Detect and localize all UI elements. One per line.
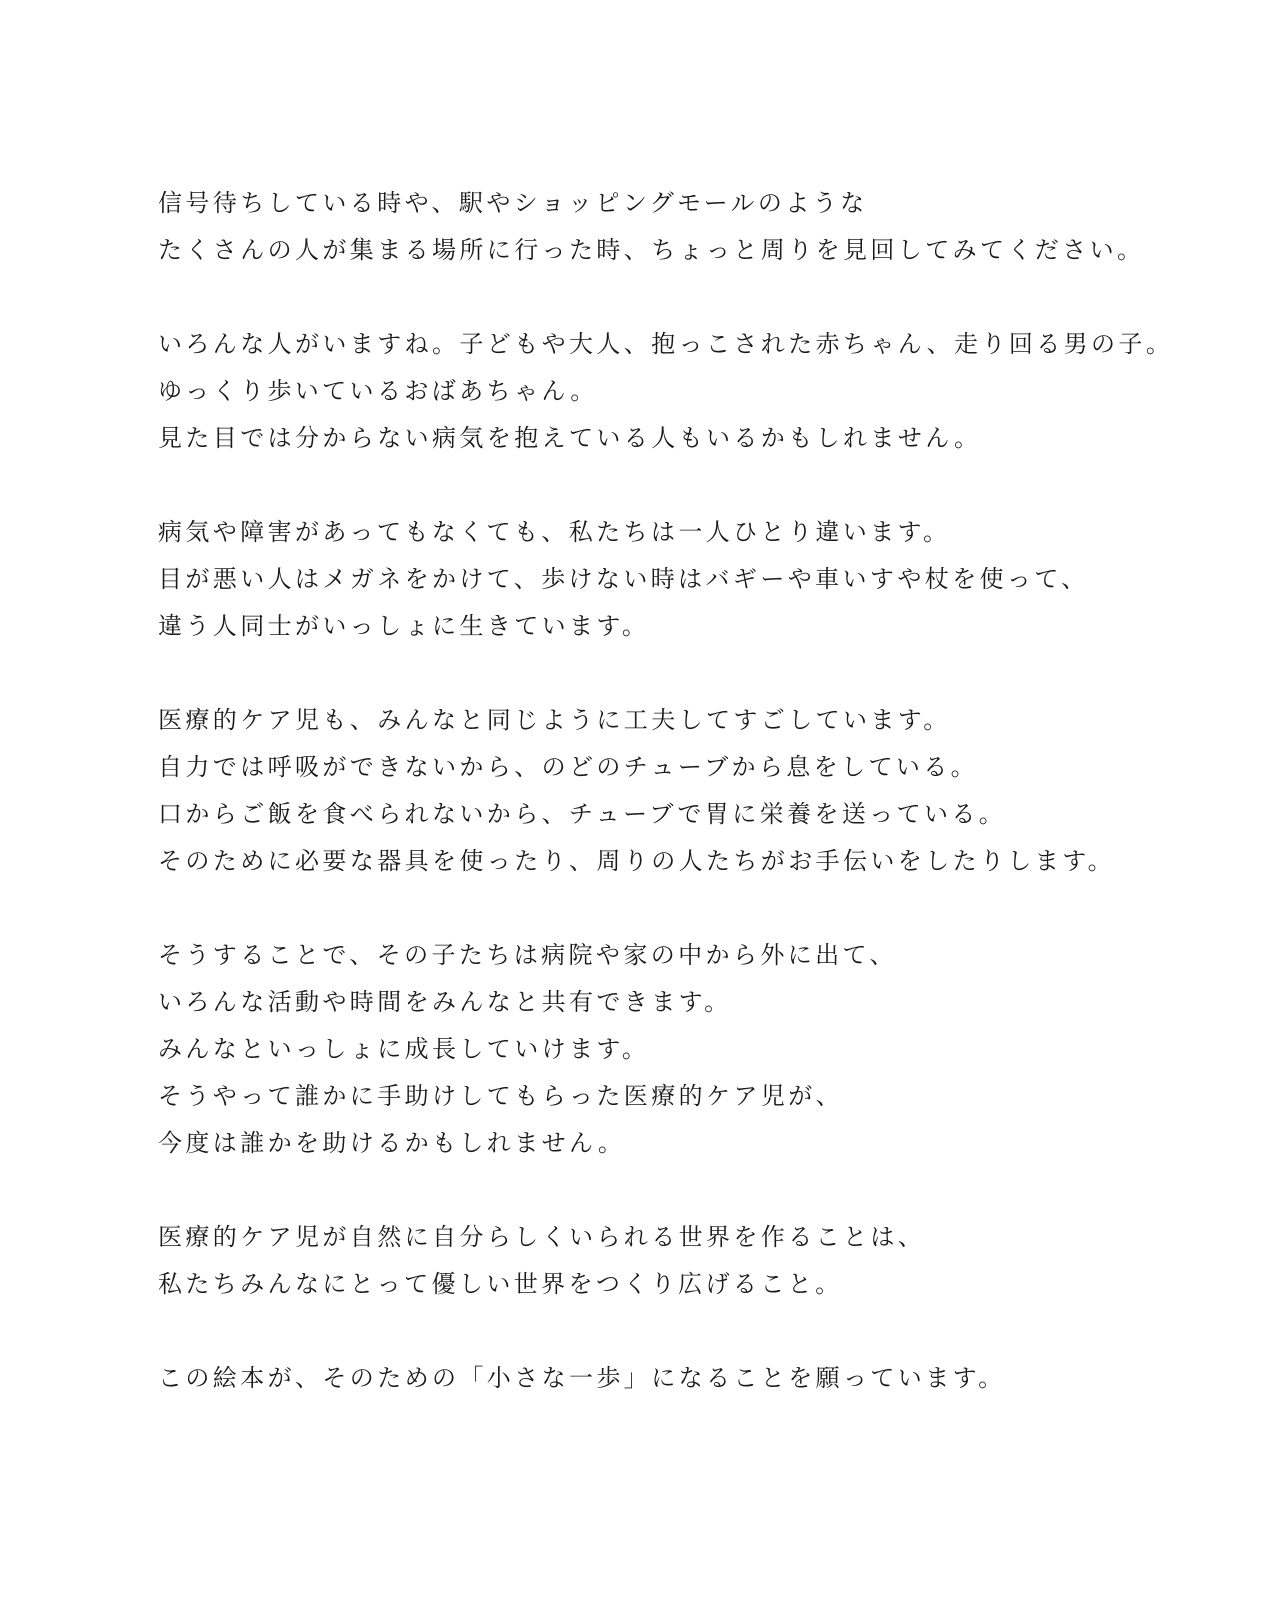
text-line: そうすることで、その子たちは病院や家の中から外に出て、 <box>158 941 897 969</box>
text-line: 私たちみんなにとって優しい世界をつくり広げること。 <box>158 1270 843 1298</box>
text-line: 口からご飯を食べられないから、チューブで胃に栄養を送っている。 <box>158 800 1007 828</box>
text-line: いろんな活動や時間をみんなと共有できます。 <box>158 988 732 1016</box>
text-line: 自力では呼吸ができないから、のどのチューブから息をしている。 <box>158 753 979 781</box>
paragraph-3 <box>158 509 1238 650</box>
text-line: この絵本が、そのための「小さな一歩」になることを願っています。 <box>158 1364 1006 1392</box>
paragraph-4 <box>158 697 1238 885</box>
text-line: 医療的ケア児が自然に自分らしくいられる世界を作ることは、 <box>158 1223 926 1251</box>
text-line: 今度は誰かを助けるかもしれません。 <box>158 1129 626 1157</box>
paragraph-1 <box>158 180 1238 274</box>
paragraph-2 <box>158 321 1238 462</box>
text-line: ゆっくり歩いているおばあちゃん。 <box>158 377 598 405</box>
text-line: みんなといっしょに成長していけます。 <box>158 1035 650 1063</box>
text-line: 目が悪い人はメガネをかけて、歩けない時はバギーや車いすや杖を使って、 <box>158 565 1089 593</box>
text-line: そのために必要な器具を使ったり、周りの人たちがお手伝いをしたりします。 <box>158 847 1116 875</box>
text-line: 見た目では分からない病気を抱えている人もいるかもしれません。 <box>158 424 982 452</box>
text-line: そうやって誰かに手助けしてもらった医療的ケア児が、 <box>158 1082 843 1110</box>
paragraph-7 <box>158 1355 1238 1402</box>
body-text <box>158 180 1238 1449</box>
text-line: 信号待ちしている時や、駅やショッピングモールのような <box>158 189 868 217</box>
text-line: 医療的ケア児も、みんなと同じように工夫してすごしています。 <box>158 706 951 734</box>
text-line: いろんな人がいますね。子どもや大人、抱っこされた赤ちゃん、走り回る男の子。 <box>158 330 1174 358</box>
text-line: 病気や障害があってもなくても、私たちは一人ひとり違います。 <box>158 518 951 546</box>
text-line: たくさんの人が集まる場所に行った時、ちょっと周りを見回してみてください。 <box>158 236 1145 264</box>
paragraph-6 <box>158 1214 1238 1308</box>
paragraph-5 <box>158 932 1238 1167</box>
text-line: 違う人同士がいっしょに生きています。 <box>158 612 650 640</box>
